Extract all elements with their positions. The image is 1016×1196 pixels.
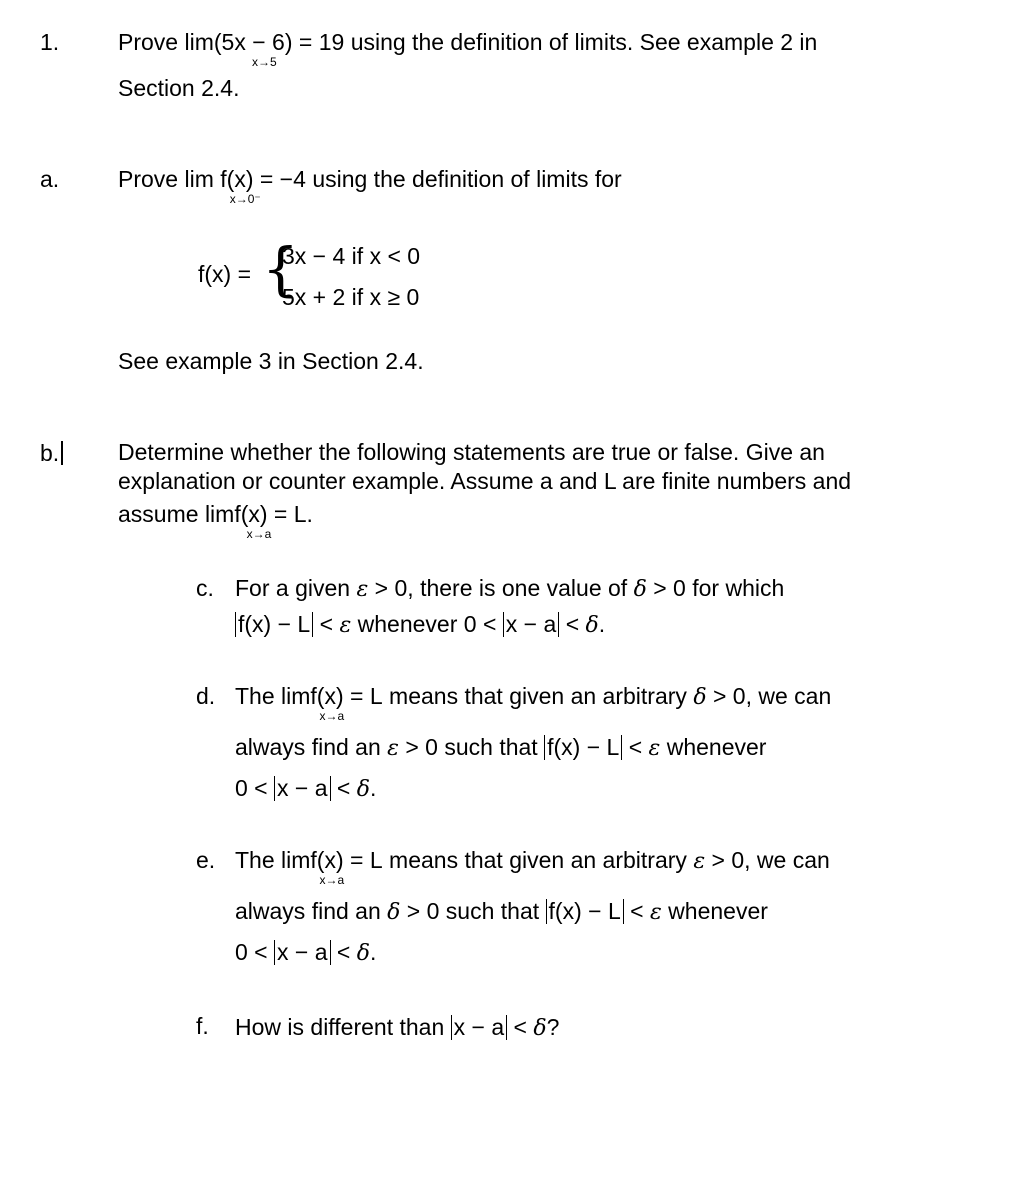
part-e-line1 [235, 849, 830, 886]
text-run: whenever [668, 898, 768, 924]
epsilon-symbol: ε [649, 900, 662, 925]
text-run: . [370, 775, 377, 801]
text-run: < [336, 939, 351, 965]
absolute-value: x − a [451, 1015, 508, 1040]
limit-expression [184, 31, 344, 68]
text-run: we can [758, 683, 832, 709]
absolute-value: x − a [274, 776, 331, 801]
text-cursor [61, 441, 63, 465]
lim-word: lim [184, 166, 214, 192]
lim-expr: f(x) = L. [234, 501, 313, 527]
text-run: 0 < [235, 939, 268, 965]
absolute-value: f(x) − L [546, 899, 624, 924]
part-a-line1 [118, 168, 622, 205]
text-run: for which [692, 575, 785, 601]
part-b-label: b. [40, 441, 63, 465]
prove-word: Prove [118, 166, 179, 192]
lim-word: lim [184, 29, 214, 55]
piecewise-case-2: 5x + 2 if x ≥ 0 [282, 284, 420, 310]
limit-expression [184, 168, 305, 205]
delta-symbol: δ [585, 613, 599, 638]
text-run: ? [546, 1014, 560, 1040]
text-run: > 0 [405, 734, 438, 760]
text-run: such that [445, 898, 540, 924]
text-run: > 0 [653, 575, 686, 601]
part-c-label: c. [196, 575, 214, 601]
part-c-line2 [235, 612, 605, 637]
prove-word: Prove [118, 29, 179, 55]
text-run: whenever [357, 611, 458, 637]
epsilon-symbol: ε [339, 613, 352, 638]
part-d-line3 [235, 776, 376, 801]
limit-expression [205, 503, 313, 540]
epsilon-symbol: ε [387, 736, 399, 761]
piecewise-brace: { [262, 235, 299, 303]
text-run: < [336, 775, 351, 801]
epsilon-symbol: ε [693, 849, 706, 874]
problem-1-text: using the definition of limits. See example 2 in [350, 29, 818, 55]
text-run: 0 < [235, 775, 268, 801]
text-run: > 0, [712, 683, 752, 709]
absolute-value: x − a [274, 940, 331, 965]
limit-expression [281, 849, 383, 886]
text-run: always find an [235, 898, 381, 924]
text-run: 0 < [463, 611, 497, 637]
epsilon-symbol: ε [356, 577, 369, 602]
delta-symbol: δ [533, 1016, 547, 1041]
lim-word: lim [281, 683, 311, 709]
text-run: < [565, 611, 580, 637]
text-run: means that given an arbitrary [389, 683, 687, 709]
part-e-label: e. [196, 847, 216, 873]
text-run: The [235, 847, 275, 873]
lim-subscript: x→a [319, 873, 345, 887]
text-run: . [370, 939, 377, 965]
absolute-value: x − a [503, 612, 560, 637]
text-run: For a given [235, 575, 351, 601]
lim-word: lim [281, 847, 311, 873]
text-run: always find an [235, 734, 381, 760]
delta-symbol: δ [633, 577, 647, 602]
text-run: there is one value of [420, 575, 628, 601]
part-d-line2 [235, 735, 766, 760]
text-run: whenever [666, 734, 767, 760]
assume-word: assume [118, 501, 199, 527]
text-run: means that given an arbitrary [389, 847, 687, 873]
lim-expr: f(x) = −4 [220, 166, 306, 192]
epsilon-symbol: ε [648, 736, 661, 761]
text-run: < [628, 734, 643, 760]
text-run: < [319, 611, 334, 637]
part-d-label: d. [196, 683, 216, 709]
text-run: > 0, [711, 847, 751, 873]
problem-1-line2: Section 2.4. [118, 75, 240, 101]
text-run: < [630, 898, 644, 924]
problem-1-number: 1. [40, 29, 60, 55]
part-c-line1 [235, 577, 784, 601]
text-run: such that [444, 734, 538, 760]
part-b-line1: Determine whether the following statements are true or false. Give an [118, 439, 825, 465]
text-run: > 0, [374, 575, 414, 601]
delta-symbol: δ [356, 941, 370, 966]
delta-symbol: δ [387, 900, 401, 925]
part-b-line3 [118, 503, 313, 540]
part-f-label: f. [196, 1013, 209, 1039]
delta-symbol: δ [356, 777, 370, 802]
problem-1-line1 [118, 31, 817, 68]
part-e-line2 [235, 899, 768, 924]
text-run: we can [756, 847, 830, 873]
part-e-line3 [235, 940, 376, 965]
text-run: How is different than [235, 1014, 445, 1040]
part-d-line1 [235, 685, 831, 722]
absolute-value: f(x) − L [544, 735, 622, 760]
part-f-line1 [235, 1015, 559, 1040]
text-run: < [513, 1014, 527, 1040]
part-a-label: a. [40, 166, 60, 192]
text-run: . [598, 611, 606, 637]
piecewise-case-1: 3x − 4 if x < 0 [282, 243, 421, 269]
part-a-text: using the definition of limits for [312, 166, 622, 192]
part-b-line2: explanation or counter example. Assume a and L are finite numbers and [118, 468, 852, 494]
part-a-see-example: See example 3 in Section 2.4. [118, 348, 424, 374]
lim-expr: (5x − 6) = 19 [213, 29, 345, 55]
lim-word: lim [204, 501, 235, 527]
lim-subscript: x→0⁻ [229, 192, 261, 206]
delta-symbol: δ [693, 685, 707, 710]
lim-subscript: x→a [319, 709, 345, 723]
limit-expression [281, 685, 383, 722]
absolute-value: f(x) − L [235, 612, 313, 637]
text-run: The [235, 683, 275, 709]
text-run: > 0 [406, 898, 440, 924]
lim-subscript: x→5 [252, 55, 277, 69]
lim-subscript: x→a [246, 527, 272, 541]
piecewise-fx-label: f(x) = [198, 261, 252, 287]
lim-expr: f(x) = L [310, 847, 383, 873]
lim-expr: f(x) = L [310, 683, 383, 709]
